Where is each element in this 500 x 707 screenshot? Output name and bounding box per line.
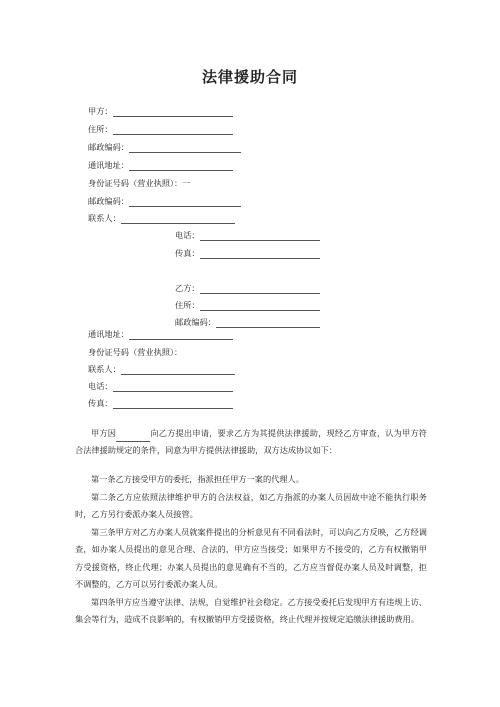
document-title: 法律援助合同 <box>201 68 298 86</box>
party-b-postcode-label: 邮政编码： <box>175 317 216 327</box>
case-blank-field[interactable] <box>116 432 150 442</box>
party-b-contact-label: 联系人： <box>88 364 121 374</box>
party-a-postcode-label: 邮政编码： <box>88 142 129 152</box>
party-b-contact-row <box>88 364 235 375</box>
intro-prefix: 甲方因 <box>91 428 117 438</box>
party-a-contact-row <box>88 213 235 224</box>
party-a-phone-label: 电话： <box>175 230 200 240</box>
party-b-phone-label: 电话： <box>88 381 113 391</box>
intro-paragraph <box>75 425 427 460</box>
party-b-name-label: 乙方： <box>175 283 200 293</box>
clause-4: 第四条甲方应当遵守法律、法规，自觉维护社会稳定。乙方接受委托后发现甲方有违规上访、集会等行为，造成不良影响的，有权撤销甲方受援资格，终止代理并按规定追缴法律援助费用。 <box>75 597 427 625</box>
party-b-contact-field[interactable] <box>121 365 235 375</box>
party-b-address-row <box>175 300 320 311</box>
party-a-mailing-field[interactable] <box>129 161 233 171</box>
party-b-phone-field[interactable] <box>113 382 233 392</box>
party-b-name-row <box>175 283 320 294</box>
clause-2: 第二条乙方应依照法律维护甲方的合法权益，如乙方指派的办案人员因故中途不能执行职务时，乙方另行委派办案人员接管。 <box>75 492 427 520</box>
party-a-id-label: 身份证号码（营业执照）：一 <box>88 178 191 188</box>
party-a-name-row <box>88 106 233 117</box>
party-a-name-field[interactable] <box>113 107 233 117</box>
intro-suffix: 向乙方提出申请，要求乙方为其提供法律援助，现经乙方审查，认为甲方符合法律援助规定的条件，同意为甲方提供法律援助，双方达成协议如下： <box>75 428 427 456</box>
party-b-mailing-field[interactable] <box>129 330 233 340</box>
party-a-name-label: 甲方： <box>88 106 113 116</box>
party-a-postcode-row <box>88 142 241 153</box>
party-b-id-label: 身份证号码（营业执照）： <box>88 347 183 357</box>
clause-1: 第一条乙方接受甲方的委托，指派担任甲方一案的代理人。 <box>91 474 304 484</box>
party-b-postcode-row <box>175 317 320 328</box>
party-b-fax-field[interactable] <box>113 399 233 409</box>
party-a-postcode2-field[interactable] <box>129 197 241 207</box>
party-b-fax-label: 传真： <box>88 398 113 408</box>
party-a-contact-field[interactable] <box>121 214 235 224</box>
party-b-address-label: 住所： <box>175 300 200 310</box>
party-b-mailing-row <box>88 329 233 340</box>
party-a-postcode2-label: 邮政编码： <box>88 196 129 206</box>
party-b-phone-row <box>88 381 233 392</box>
party-a-postcode-field[interactable] <box>129 143 241 153</box>
party-b-fax-row <box>88 398 233 409</box>
party-a-address-row <box>88 124 233 135</box>
party-b-postcode-field[interactable] <box>216 318 320 328</box>
party-b-address-field[interactable] <box>200 301 320 311</box>
party-a-phone-field[interactable] <box>200 231 320 241</box>
party-a-fax-row <box>175 248 320 259</box>
party-a-address-label: 住所： <box>88 124 113 134</box>
party-a-phone-row <box>175 230 320 241</box>
party-b-name-field[interactable] <box>200 284 320 294</box>
party-a-mailing-row <box>88 160 233 171</box>
party-a-mailing-label: 通讯地址： <box>88 160 129 170</box>
party-b-mailing-label: 通讯地址： <box>88 329 129 339</box>
party-a-postcode2-row <box>88 196 241 207</box>
party-a-id-row <box>88 178 190 189</box>
clause-3: 第三条甲方对乙方办案人员就案件提出的分析意见有不同看法时，可以向乙方反映，乙方经调查，如办案人员提出的意见合理、合法的，甲方应当接受；如果甲方不接受的，乙方有权撤销甲方受援资格，终止代理；办案人员提出的意见确有不当的，乙方应当督促办案人员及时调整，拒不调整的，乙方可以另行委派办案人员。 <box>75 527 427 590</box>
party-b-id-row <box>88 347 182 358</box>
party-a-address-field[interactable] <box>113 125 233 135</box>
party-a-fax-label: 传真： <box>175 248 200 258</box>
party-a-contact-label: 联系人： <box>88 213 121 223</box>
party-a-fax-field[interactable] <box>200 249 320 259</box>
